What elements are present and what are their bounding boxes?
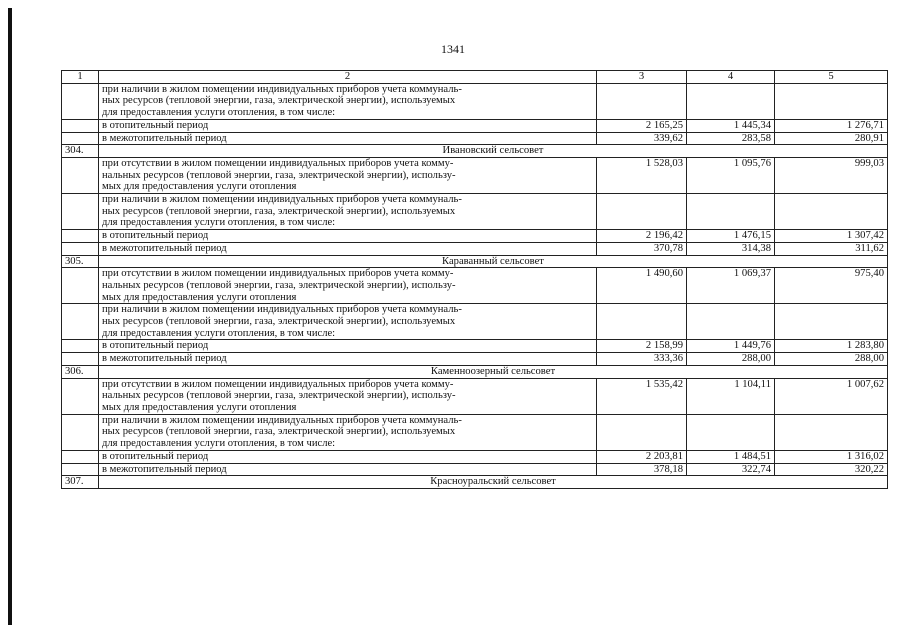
value-col-4: 1 449,76 [687, 340, 775, 353]
row-number [62, 83, 99, 119]
period-label: в отопительный период [99, 340, 597, 353]
value-col-4: 1 069,37 [687, 268, 775, 304]
header-cell-3: 3 [597, 71, 687, 84]
row-number [62, 340, 99, 353]
description-cell [99, 304, 597, 340]
value-col-3: 378,18 [597, 463, 687, 476]
row-number [62, 230, 99, 243]
period-row [62, 132, 888, 145]
period-row [62, 450, 888, 463]
value-col-3: 1 528,03 [597, 157, 687, 193]
description-line: ных ресурсов (тепловой энергии, газа, электрической энергии), используемых [102, 95, 456, 107]
value-col-5: 1 007,62 [775, 378, 888, 414]
description-line: ных ресурсов (тепловой энергии, газа, электрической энергии), используемых [102, 205, 456, 217]
value-col-4: 1 095,76 [687, 157, 775, 193]
row-number [62, 450, 99, 463]
period-row [62, 353, 888, 366]
value-col-5 [775, 83, 888, 119]
description-line: при наличии в жилом помещении индивидуальных приборов учета коммуналь- [102, 194, 462, 206]
value-col-5: 1 276,71 [775, 119, 888, 132]
period-row [62, 119, 888, 132]
period-row [62, 340, 888, 353]
value-col-4 [687, 414, 775, 450]
row-number [62, 414, 99, 450]
value-col-5 [775, 414, 888, 450]
binding-bar [8, 8, 12, 625]
desc-row [62, 157, 888, 193]
period-label: в отопительный период [99, 119, 597, 132]
description-cell [99, 83, 597, 119]
period-label: в отопительный период [99, 230, 597, 243]
tariff-table [61, 70, 888, 489]
value-col-4: 283,58 [687, 132, 775, 145]
row-number [62, 194, 99, 230]
row-number [62, 119, 99, 132]
header-row [62, 71, 888, 84]
value-col-5: 1 307,42 [775, 230, 888, 243]
description-cell [99, 157, 597, 193]
row-number [62, 353, 99, 366]
value-col-3 [597, 414, 687, 450]
description-cell [99, 414, 597, 450]
value-col-5 [775, 304, 888, 340]
description-line: при отсутствии в жилом помещении индивидуальных приборов учета комму- [102, 378, 454, 390]
value-col-4: 1 445,34 [687, 119, 775, 132]
period-row [62, 230, 888, 243]
value-col-4: 1 104,11 [687, 378, 775, 414]
value-col-3: 2 158,99 [597, 340, 687, 353]
value-col-5: 320,22 [775, 463, 888, 476]
description-line: нальных ресурсов (тепловой энергии, газа, электрической энергии), использу- [102, 169, 456, 181]
value-col-3 [597, 194, 687, 230]
region-row [62, 476, 888, 489]
period-row [62, 463, 888, 476]
value-col-4 [687, 194, 775, 230]
value-col-4: 322,74 [687, 463, 775, 476]
value-col-5: 999,03 [775, 157, 888, 193]
value-col-3: 2 165,25 [597, 119, 687, 132]
region-name: Красноуральский сельсовет [99, 476, 888, 489]
description-line: ных ресурсов (тепловой энергии, газа, электрической энергии), используемых [102, 426, 456, 438]
row-number [62, 242, 99, 255]
description-line: ных ресурсов (тепловой энергии, газа, электрической энергии), используемых [102, 316, 456, 328]
period-label: в межотопительный период [99, 242, 597, 255]
desc-row [62, 378, 888, 414]
value-col-4: 1 484,51 [687, 450, 775, 463]
value-col-3: 1 535,42 [597, 378, 687, 414]
value-col-5 [775, 194, 888, 230]
tariff-table-body [62, 71, 888, 489]
period-label: в отопительный период [99, 450, 597, 463]
value-col-4: 1 476,15 [687, 230, 775, 243]
row-number [62, 132, 99, 145]
value-col-3 [597, 304, 687, 340]
region-name: Караванный сельсовет [99, 255, 888, 268]
header-cell-1: 1 [62, 71, 99, 84]
period-label: в межотопительный период [99, 353, 597, 366]
period-label: в межотопительный период [99, 132, 597, 145]
row-number [62, 378, 99, 414]
value-col-4 [687, 83, 775, 119]
description-line: нальных ресурсов (тепловой энергии, газа, электрической энергии), использу- [102, 279, 456, 291]
description-cell [99, 268, 597, 304]
description-line: для предоставления услуги отопления, в том числе: [102, 107, 336, 119]
value-col-5: 288,00 [775, 353, 888, 366]
desc-row [62, 194, 888, 230]
header-cell-4: 4 [687, 71, 775, 84]
description-line: при отсутствии в жилом помещении индивидуальных приборов учета комму- [102, 157, 454, 169]
period-label: в межотопительный период [99, 463, 597, 476]
header-cell-5: 5 [775, 71, 888, 84]
description-line: мых для предоставления услуги отопления [102, 401, 297, 413]
value-col-3: 339,62 [597, 132, 687, 145]
description-line: при наличии в жилом помещении индивидуальных приборов учета коммуналь- [102, 83, 462, 95]
value-col-3 [597, 83, 687, 119]
row-number [62, 268, 99, 304]
desc-row [62, 83, 888, 119]
page-number: 1341 [441, 42, 465, 56]
description-line: для предоставления услуги отопления, в том числе: [102, 438, 336, 450]
value-col-5: 311,62 [775, 242, 888, 255]
row-number: 307. [62, 476, 99, 489]
value-col-3: 370,78 [597, 242, 687, 255]
value-col-3: 2 196,42 [597, 230, 687, 243]
period-row [62, 242, 888, 255]
value-col-3: 333,36 [597, 353, 687, 366]
description-line: при наличии в жилом помещении индивидуальных приборов учета коммуналь- [102, 304, 462, 316]
value-col-5: 280,91 [775, 132, 888, 145]
region-row [62, 255, 888, 268]
region-name: Ивановский сельсовет [99, 145, 888, 158]
description-line: мых для предоставления услуги отопления [102, 291, 297, 303]
row-number [62, 304, 99, 340]
value-col-3: 1 490,60 [597, 268, 687, 304]
description-line: при наличии в жилом помещении индивидуальных приборов учета коммуналь- [102, 414, 462, 426]
desc-row [62, 414, 888, 450]
value-col-3: 2 203,81 [597, 450, 687, 463]
description-line: нальных ресурсов (тепловой энергии, газа, электрической энергии), использу- [102, 390, 456, 402]
region-row [62, 145, 888, 158]
value-col-5: 1 283,80 [775, 340, 888, 353]
desc-row [62, 268, 888, 304]
header-cell-2: 2 [99, 71, 597, 84]
desc-row [62, 304, 888, 340]
region-name: Каменноозерный сельсовет [99, 365, 888, 378]
description-line: для предоставления услуги отопления, в том числе: [102, 327, 336, 339]
row-number: 304. [62, 145, 99, 158]
value-col-5: 1 316,02 [775, 450, 888, 463]
description-line: при отсутствии в жилом помещении индивидуальных приборов учета комму- [102, 268, 454, 280]
value-col-4: 314,38 [687, 242, 775, 255]
description-line: для предоставления услуги отопления, в том числе: [102, 217, 336, 229]
description-line: мых для предоставления услуги отопления [102, 181, 297, 193]
value-col-4: 288,00 [687, 353, 775, 366]
row-number [62, 157, 99, 193]
row-number: 305. [62, 255, 99, 268]
region-row [62, 365, 888, 378]
row-number [62, 463, 99, 476]
row-number: 306. [62, 365, 99, 378]
description-cell [99, 378, 597, 414]
description-cell [99, 194, 597, 230]
value-col-4 [687, 304, 775, 340]
value-col-5: 975,40 [775, 268, 888, 304]
